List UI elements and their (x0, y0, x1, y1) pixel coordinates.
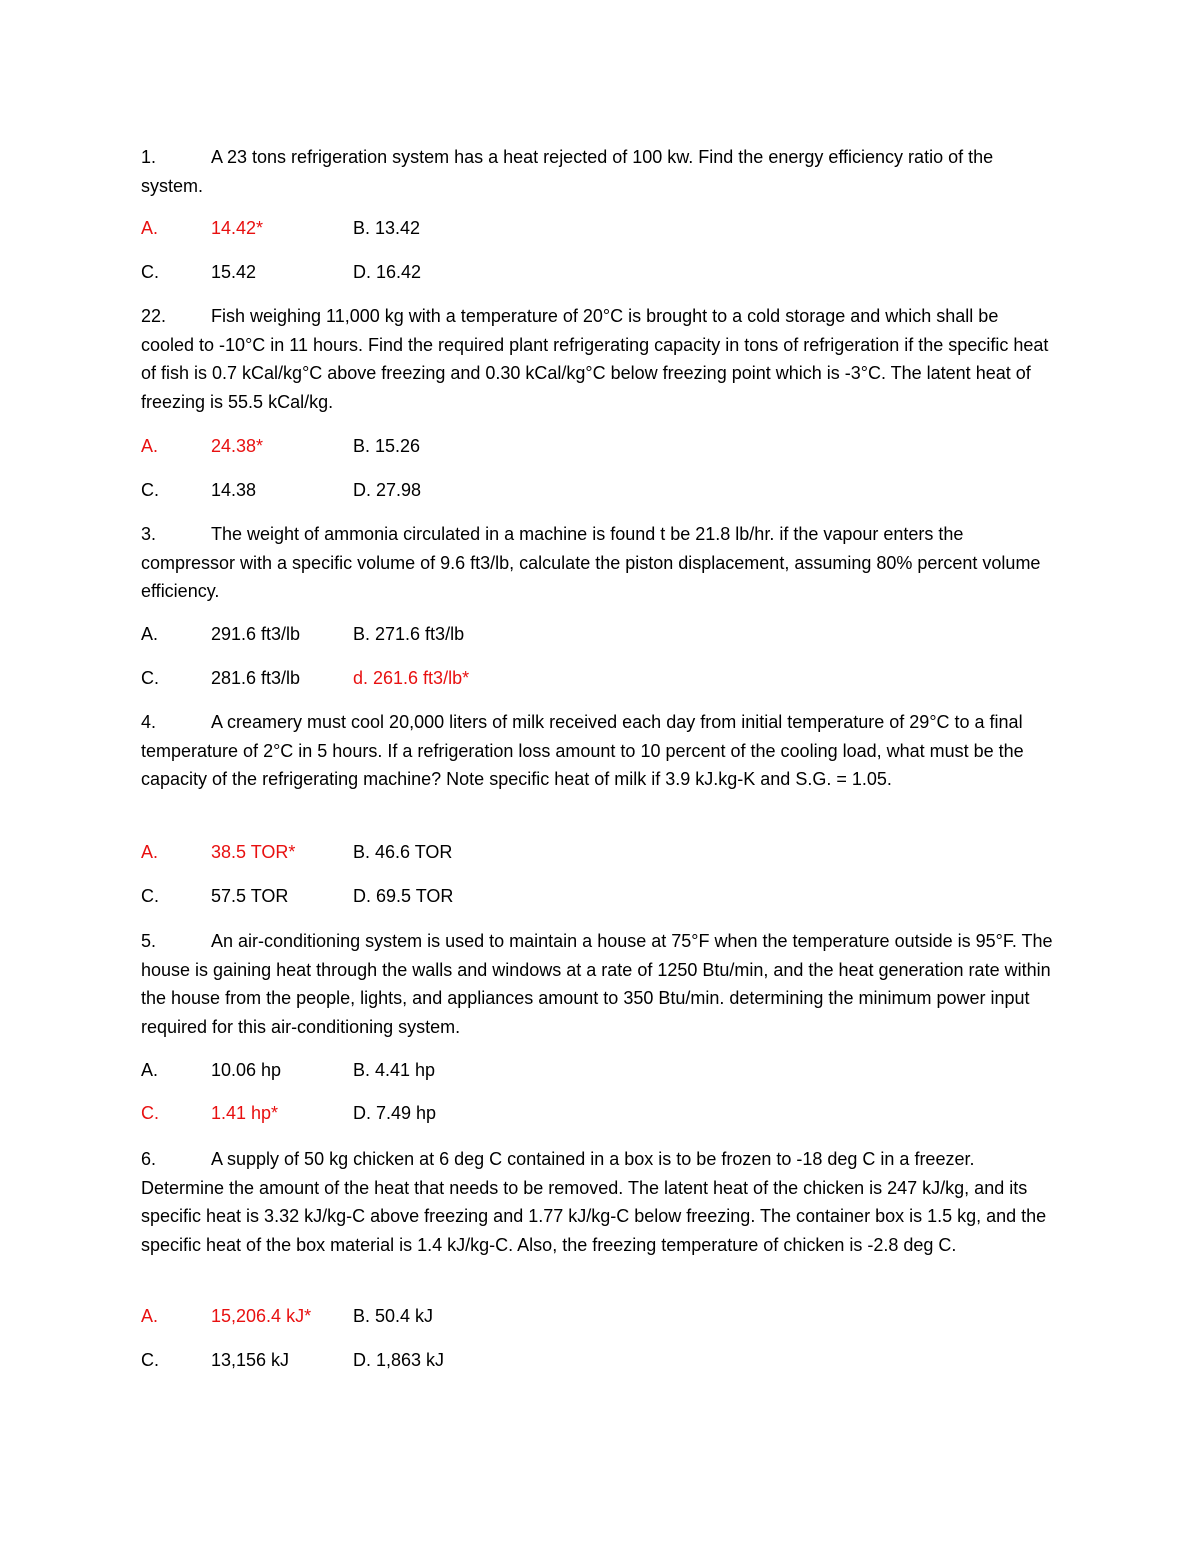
option-c-letter: C. (141, 262, 159, 282)
option-a-letter: A. (141, 1306, 159, 1326)
option-c-letter: C. (141, 886, 159, 906)
question-6 (141, 1145, 1056, 1259)
option-c-value: 281.6 ft3/lb (211, 668, 301, 688)
question-5 (141, 927, 1056, 1041)
option-d: D. 1,863 kJ (353, 1350, 445, 1370)
option-b: B. 46.6 TOR (353, 842, 453, 862)
option-b: B. 271.6 ft3/lb (353, 624, 465, 644)
question-1-stem (141, 143, 1056, 200)
question-2-stem (141, 302, 1056, 416)
question-text: A creamery must cool 20,000 liters of milk received each day from initial temperature of 29°C to a final temperature of 2°C in 5 hours. If a refrigeration loss amount to 10 percent of the cooling load, what must be the capacity of the refrigerating machine? Note specific heat of milk if 3.9 kJ.kg-K and S.G. = 1.05. (141, 712, 1024, 789)
question-text: A 23 tons refrigeration system has a heat rejected of 100 kw. Find the energy efficiency ratio of the system. (141, 147, 994, 196)
question-5-stem (141, 927, 1056, 1041)
option-c-value: 13,156 kJ (211, 1350, 290, 1370)
option-c-value: 57.5 TOR (211, 886, 289, 906)
option-b: B. 15.26 (353, 436, 421, 456)
option-d: d. 261.6 ft3/lb* (353, 668, 470, 688)
question-3 (141, 520, 1056, 606)
question-6-stem (141, 1145, 1056, 1259)
option-a-letter: A. (141, 218, 159, 238)
question-number: 22. (141, 306, 167, 326)
option-d: D. 16.42 (353, 262, 422, 282)
option-a-letter: A. (141, 1060, 159, 1080)
option-a-letter: A. (141, 624, 159, 644)
option-a-letter: A. (141, 842, 159, 862)
option-a-value: 14.42* (211, 218, 264, 238)
option-b: B. 13.42 (353, 218, 421, 238)
question-text: Fish weighing 11,000 kg with a temperature of 20°C is brought to a cold storage and which shall be cooled to -10°C in 11 hours. Find the required plant refrigerating capacity in tons of refrigeration if the specific heat of fish is 0.7 kCal/kg°C above freezing and 0.30 kCal/kg°C below freezing point which is -3°C. The latent heat of freezing is 55.5 kCal/kg. (141, 306, 1049, 412)
question-text: An air-conditioning system is used to maintain a house at 75°F when the temperature outside is 95°F. The house is gaining heat through the walls and windows at a rate of 1250 Btu/min, and the heat generation rate within the house from the people, lights, and appliances amount to 350 Btu/min. determining the minimum power input required for this air-conditioning system. (141, 931, 1053, 1037)
question-number: 5. (141, 931, 157, 951)
question-number: 6. (141, 1149, 157, 1169)
option-a-letter: A. (141, 436, 159, 456)
option-c-value: 15.42 (211, 262, 257, 282)
question-number: 4. (141, 712, 157, 732)
option-b: B. 4.41 hp (353, 1060, 436, 1080)
question-4-stem (141, 708, 1056, 794)
question-2 (141, 302, 1056, 416)
option-a-value: 24.38* (211, 436, 264, 456)
question-1 (141, 143, 1056, 200)
option-c-letter: C. (141, 668, 159, 688)
option-c-value: 1.41 hp* (211, 1103, 279, 1123)
option-a-value: 15,206.4 kJ* (211, 1306, 312, 1326)
option-d: D. 7.49 hp (353, 1103, 437, 1123)
option-b: B. 50.4 kJ (353, 1306, 434, 1326)
question-text: A supply of 50 kg chicken at 6 deg C contained in a box is to be frozen to -18 deg C in a freezer. Determine the amount of the heat that needs to be removed. The latent heat of the chicken is 247 kJ/kg, and its specific heat is 3.32 kJ/kg-C above freezing and 1.77 kJ/kg-C below freezing. The container box is 1.5 kg, and the specific heat of the box material is 1.4 kJ/kg-C. Also, the freezing temperature of chicken is -2.8 deg C. (141, 1149, 1047, 1255)
option-c-letter: C. (141, 1103, 159, 1123)
question-text: The weight of ammonia circulated in a machine is found t be 21.8 lb/hr. if the vapour enters the compressor with a specific volume of 9.6 ft3/lb, calculate the piston displacement, assuming 80% percent volume efficiency. (141, 524, 1041, 601)
option-a-value: 38.5 TOR* (211, 842, 296, 862)
option-c-letter: C. (141, 1350, 159, 1370)
option-d: D. 27.98 (353, 480, 422, 500)
question-3-stem (141, 520, 1056, 606)
question-number: 1. (141, 147, 157, 167)
option-c-value: 14.38 (211, 480, 257, 500)
question-number: 3. (141, 524, 157, 544)
option-a-value: 10.06 hp (211, 1060, 282, 1080)
option-c-letter: C. (141, 480, 159, 500)
option-a-value: 291.6 ft3/lb (211, 624, 301, 644)
option-d: D. 69.5 TOR (353, 886, 454, 906)
question-4 (141, 708, 1056, 794)
